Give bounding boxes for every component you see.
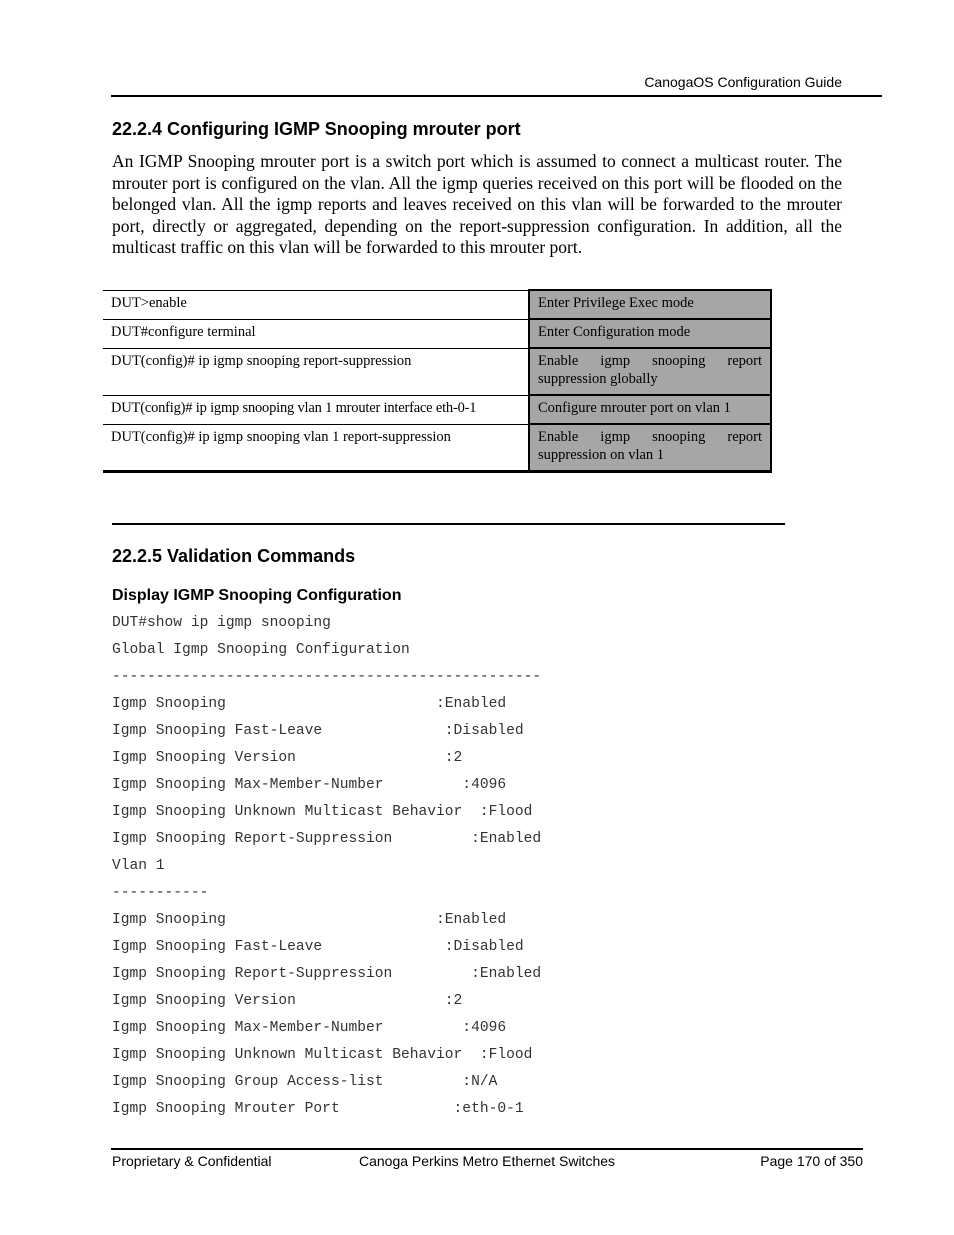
footer-rule <box>111 1148 863 1150</box>
intro-paragraph: An IGMP Snooping mrouter port is a switch port which is assumed to connect a multicast router. The mrouter port is configured on the vlan. All the igmp queries received on this port will be flooded on the belonged vlan. All the igmp reports and leaves received on this vlan will be forwarded to the mrouter port, directly or aggregated, depending on the report-suppression configuration. In addition, all the multicast traffic on this vlan will be forwarded to this mrouter port. <box>112 151 842 258</box>
command-cell: DUT(config)# ip igmp snooping vlan 1 report-suppression <box>103 424 529 472</box>
code-line: Igmp Snooping Report-Suppression :Enabled <box>112 966 542 982</box>
cli-output <box>112 613 541 1126</box>
code-line: DUT#show ip igmp snooping <box>112 615 331 631</box>
table-row <box>103 348 771 395</box>
code-line: Igmp Snooping Fast-Leave :Disabled <box>112 939 524 955</box>
code-line: Igmp Snooping :Enabled <box>112 696 507 712</box>
table-row <box>103 319 771 348</box>
section-heading-mrouter: 22.2.4 Configuring IGMP Snooping mrouter port <box>112 119 521 139</box>
code-line: Igmp Snooping Group Access-list :N/A <box>112 1074 498 1090</box>
subheading-display-config: Display IGMP Snooping Configuration <box>112 587 402 604</box>
section-heading-validation: 22.2.5 Validation Commands <box>112 546 356 566</box>
footer-center: Canoga Perkins Metro Ethernet Switches <box>359 1153 616 1169</box>
description-cell: Enter Privilege Exec mode <box>529 290 771 319</box>
command-table <box>103 289 772 473</box>
code-line: Vlan 1 <box>112 858 165 874</box>
command-cell: DUT(config)# ip igmp snooping report-suppression <box>103 348 529 395</box>
header-rule <box>111 95 882 97</box>
code-line: Igmp Snooping Unknown Multicast Behavior :Flood <box>112 804 533 820</box>
table-row <box>103 395 771 424</box>
code-line: Igmp Snooping Unknown Multicast Behavior :Flood <box>112 1047 533 1063</box>
page-number: Page 170 of 350 <box>760 1153 863 1169</box>
description-cell: Configure mrouter port on vlan 1 <box>529 395 771 424</box>
code-line: ------------------------------------------------- <box>112 669 542 685</box>
description-cell: Enable igmp snooping report suppression on vlan 1 <box>529 424 771 472</box>
code-line: Igmp Snooping Version :2 <box>112 993 463 1009</box>
footer-left: Proprietary & Confidential <box>112 1153 272 1169</box>
table-row <box>103 290 771 319</box>
section-rule <box>112 523 785 525</box>
command-cell: DUT(config)# ip igmp snooping vlan 1 mrouter interface eth-0-1 <box>103 395 529 424</box>
code-line: Igmp Snooping Version :2 <box>112 750 463 766</box>
command-cell: DUT#configure terminal <box>103 319 529 348</box>
code-line: Global Igmp Snooping Configuration <box>112 642 410 658</box>
description-cell: Enable igmp snooping report suppression globally <box>529 348 771 395</box>
code-line: Igmp Snooping Max-Member-Number :4096 <box>112 1020 507 1036</box>
code-line: Igmp Snooping Max-Member-Number :4096 <box>112 777 507 793</box>
description-cell: Enter Configuration mode <box>529 319 771 348</box>
table-row <box>103 424 771 472</box>
code-line: Igmp Snooping Fast-Leave :Disabled <box>112 723 524 739</box>
command-cell: DUT>enable <box>103 290 529 319</box>
code-line: ----------- <box>112 885 209 901</box>
code-line: Igmp Snooping :Enabled <box>112 912 507 928</box>
code-line: Igmp Snooping Mrouter Port :eth-0-1 <box>112 1101 524 1117</box>
document-title: CanogaOS Configuration Guide <box>644 74 842 90</box>
code-line: Igmp Snooping Report-Suppression :Enabled <box>112 831 542 847</box>
